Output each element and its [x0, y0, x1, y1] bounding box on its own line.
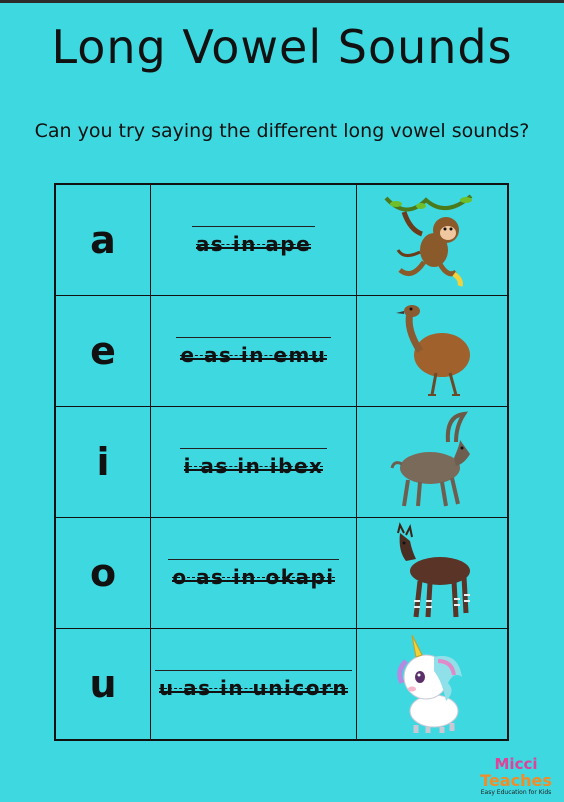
vowel-phrase-cell	[151, 629, 357, 741]
logo-line-2: Teaches	[480, 771, 552, 790]
vowel-letter: a	[55, 184, 151, 296]
vowel-letter: i	[55, 407, 151, 518]
logo-line-1: Micci	[494, 755, 538, 773]
vowel-phrase-cell	[151, 184, 357, 296]
animal-cell	[357, 629, 509, 741]
vowel-phrase: e as in emu	[180, 342, 327, 367]
monkey-image	[376, 190, 488, 290]
animal-cell	[357, 184, 509, 296]
emu-image	[376, 299, 488, 403]
top-border	[0, 0, 564, 3]
animal-cell	[357, 407, 509, 518]
table-row	[55, 518, 508, 629]
table-row	[55, 629, 508, 741]
vowel-letter: e	[55, 296, 151, 407]
vowel-phrase: o as in okapi	[172, 564, 335, 589]
animal-cell	[357, 518, 509, 629]
vowel-phrase: i as in ibex	[183, 453, 324, 478]
handwriting-lines	[176, 337, 330, 366]
vowel-letter: u	[55, 629, 151, 741]
vowel-phrase-cell	[151, 407, 357, 518]
vowel-table	[54, 183, 509, 741]
vowel-phrase: u as in unicorn	[158, 675, 349, 700]
vowel-phrase-cell	[151, 518, 357, 629]
unicorn-image	[376, 631, 488, 737]
table-row	[55, 407, 508, 518]
page-title: Long Vowel Sounds	[51, 20, 513, 74]
vowel-phrase: as in ape	[195, 231, 312, 256]
vowel-phrase-cell	[151, 296, 357, 407]
page-subtitle: Can you try saying the different long vowel sounds?	[34, 120, 530, 142]
handwriting-lines	[192, 226, 315, 255]
handwriting-lines	[168, 559, 338, 588]
animal-cell	[357, 296, 509, 407]
handwriting-lines	[180, 448, 328, 477]
table-row	[55, 296, 508, 407]
table-row	[55, 184, 508, 296]
handwriting-lines	[155, 670, 352, 699]
logo-tagline: Easy Education for Kids	[480, 789, 552, 796]
brand-logo	[478, 757, 554, 796]
vowel-letter: o	[55, 518, 151, 629]
okapi-image	[376, 521, 488, 625]
ibex-image	[376, 410, 488, 514]
